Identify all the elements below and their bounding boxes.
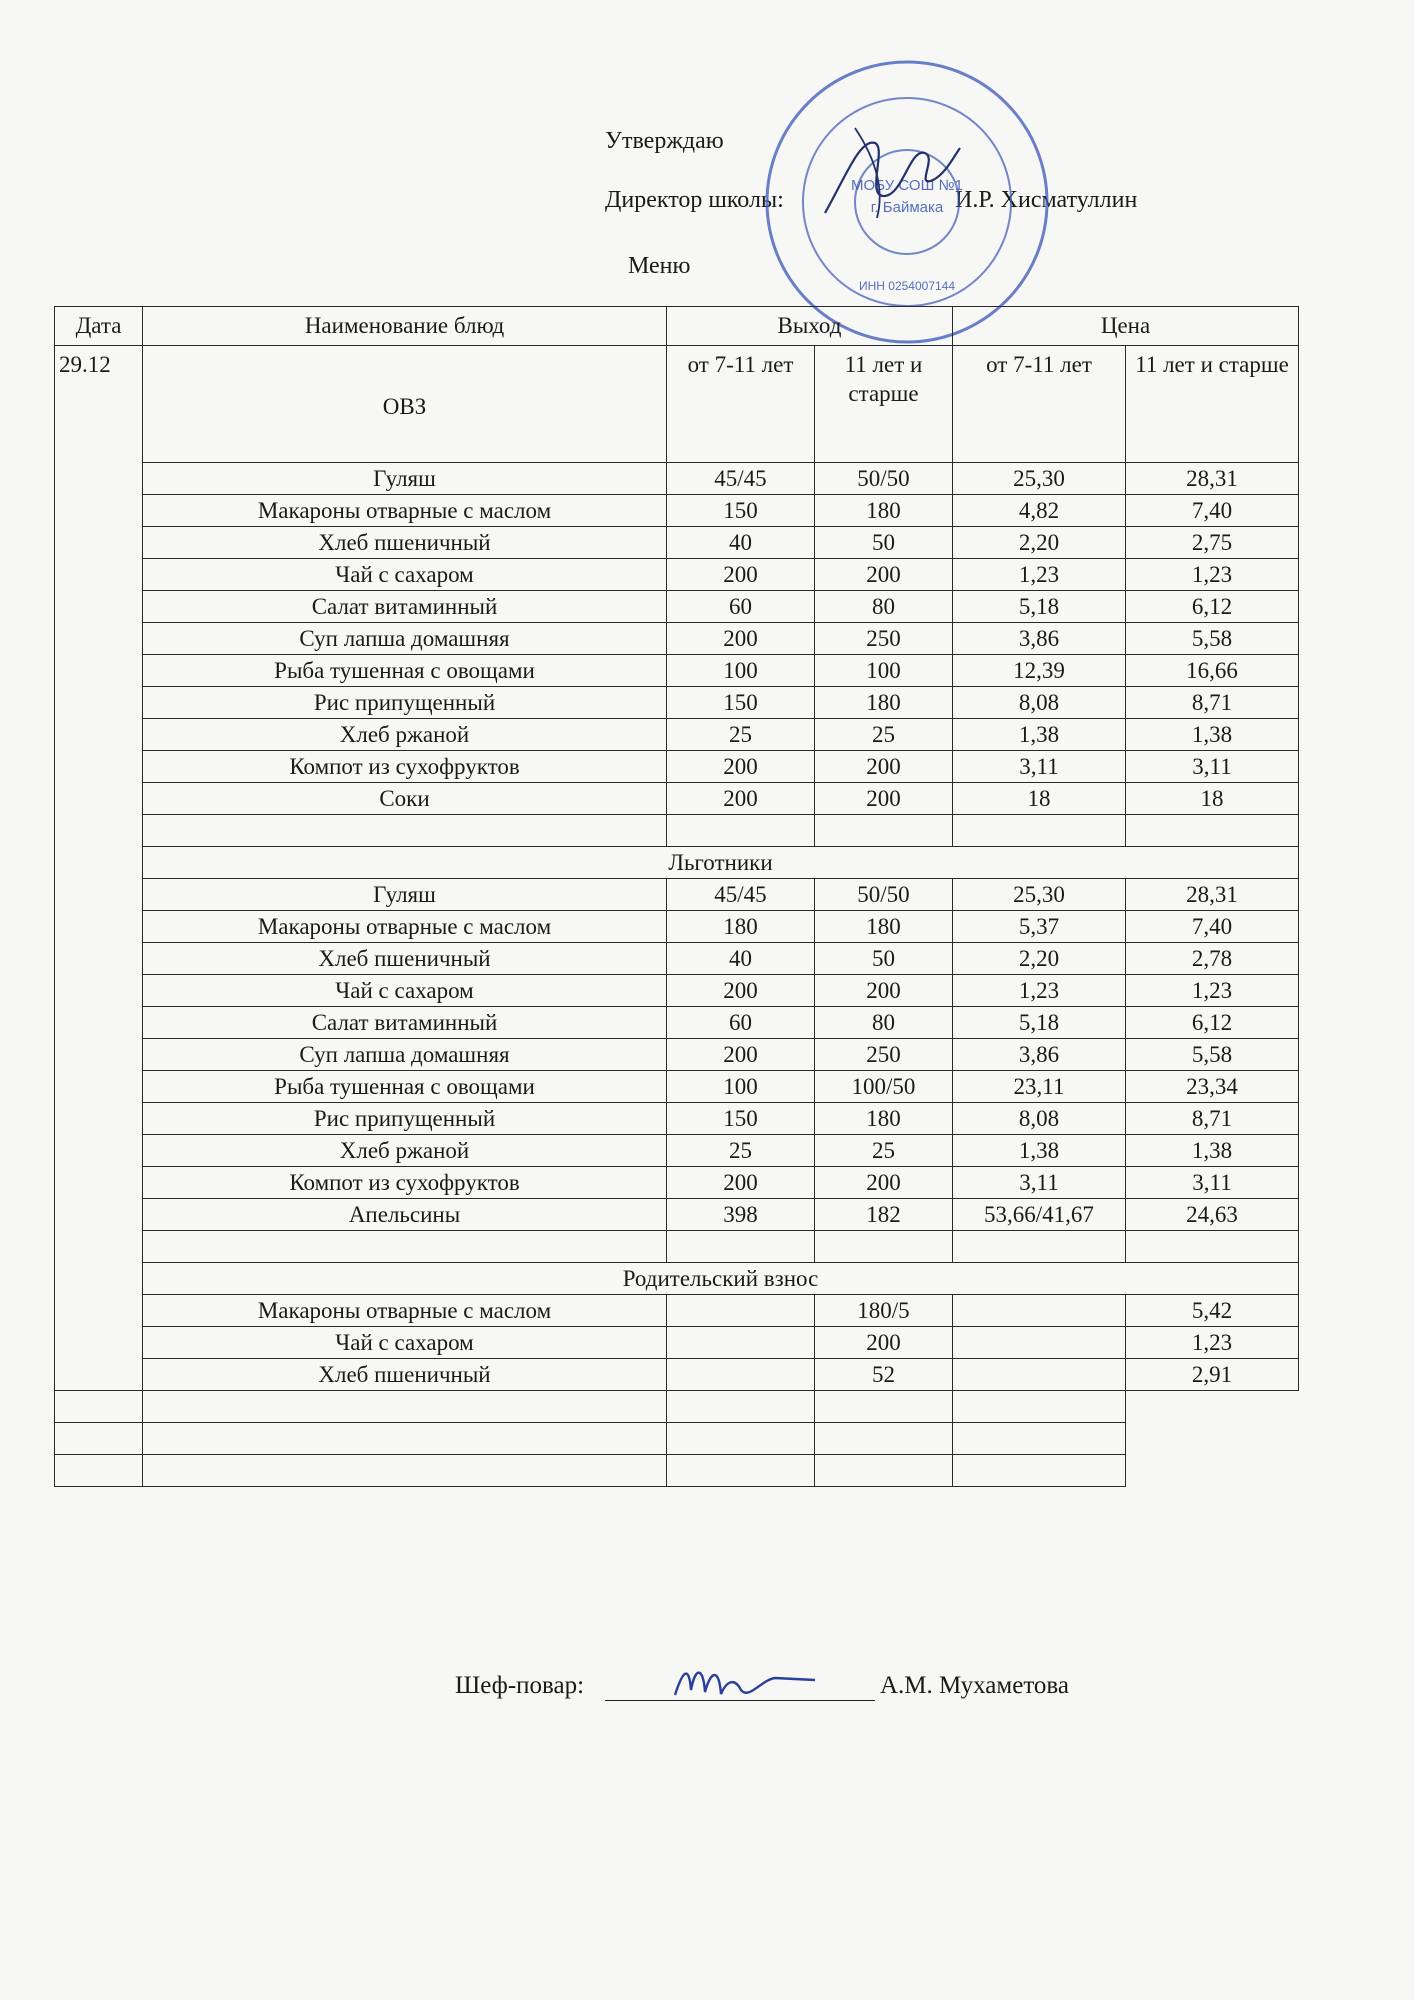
price-old: 28,31 [1126, 879, 1299, 911]
output-old: 200 [815, 975, 953, 1007]
section-parent-fee: Родительский взнос [143, 1263, 1299, 1295]
price-old: 7,40 [1126, 495, 1299, 527]
price-young: 23,11 [953, 1071, 1126, 1103]
output-young [667, 1327, 815, 1359]
empty-cell [55, 1391, 143, 1423]
price-young: 25,30 [953, 463, 1126, 495]
table-subheader-row [55, 346, 1299, 463]
price-young: 2,20 [953, 527, 1126, 559]
price-young: 18 [953, 783, 1126, 815]
dish-name: Компот из сухофруктов [143, 1167, 667, 1199]
table-row [55, 1039, 1299, 1071]
dish-name: Рис припущенный [143, 687, 667, 719]
menu-table [54, 306, 1299, 1487]
empty-cell [815, 1231, 953, 1263]
output-young: 60 [667, 1007, 815, 1039]
table-row [55, 719, 1299, 751]
dish-name: Макароны отварные с маслом [143, 911, 667, 943]
section-row [55, 1263, 1299, 1295]
output-young: 200 [667, 1167, 815, 1199]
table-row [55, 623, 1299, 655]
price-young: 4,82 [953, 495, 1126, 527]
empty-cell [953, 815, 1126, 847]
output-young: 150 [667, 495, 815, 527]
output-old: 200 [815, 1167, 953, 1199]
output-young: 45/45 [667, 463, 815, 495]
stamp-inn: ИНН 0254007144 [858, 279, 956, 293]
table-row [55, 1103, 1299, 1135]
table-row [55, 591, 1299, 623]
director-label: Директор школы: [605, 187, 784, 213]
empty-cell [667, 1231, 815, 1263]
price-young: 1,23 [953, 975, 1126, 1007]
dish-name: Хлеб пшеничный [143, 1359, 667, 1391]
empty-cell [953, 1391, 1126, 1423]
dish-name: Хлеб ржаной [143, 719, 667, 751]
price-young: 3,86 [953, 623, 1126, 655]
dish-name: Чай с сахаром [143, 975, 667, 1007]
output-old: 180/5 [815, 1295, 953, 1327]
output-old: 100 [815, 655, 953, 687]
price-young [953, 1327, 1126, 1359]
table-row [55, 1007, 1299, 1039]
price-old: 8,71 [1126, 687, 1299, 719]
dish-name: Суп лапша домашняя [143, 1039, 667, 1071]
empty-cell [143, 1455, 667, 1487]
table-row [55, 655, 1299, 687]
output-young [667, 1295, 815, 1327]
output-young: 150 [667, 1103, 815, 1135]
price-young [953, 1295, 1126, 1327]
table-row [55, 1295, 1299, 1327]
empty-cell [815, 815, 953, 847]
dish-name: Хлеб пшеничный [143, 943, 667, 975]
table-row [55, 463, 1299, 495]
table-row [55, 559, 1299, 591]
section-lgotniki: Льготники [143, 847, 1299, 879]
empty-cell [55, 1423, 143, 1455]
price-old: 3,11 [1126, 751, 1299, 783]
empty-cell [667, 1423, 815, 1455]
empty-cell [55, 1455, 143, 1487]
empty-cell [667, 1391, 815, 1423]
section-ovz: ОВЗ [143, 346, 667, 463]
empty-cell [953, 1231, 1126, 1263]
output-old: 180 [815, 495, 953, 527]
price-young: 5,18 [953, 1007, 1126, 1039]
output-young: 200 [667, 1039, 815, 1071]
dish-name: Гуляш [143, 463, 667, 495]
price-old: 8,71 [1126, 1103, 1299, 1135]
output-old: 52 [815, 1359, 953, 1391]
table-row [55, 1135, 1299, 1167]
dish-name: Салат витаминный [143, 591, 667, 623]
price-old: 1,23 [1126, 975, 1299, 1007]
director-name: И.Р. Хисматуллин [955, 187, 1138, 213]
subheader-price-young: от 7-11 лет [953, 346, 1126, 463]
dish-name: Чай с сахаром [143, 559, 667, 591]
table-row [55, 879, 1299, 911]
price-old: 6,12 [1126, 1007, 1299, 1039]
output-young: 25 [667, 1135, 815, 1167]
dish-name: Хлеб пшеничный [143, 527, 667, 559]
table-row [55, 975, 1299, 1007]
price-old: 2,75 [1126, 527, 1299, 559]
empty-cell [1126, 1231, 1299, 1263]
price-young: 1,38 [953, 1135, 1126, 1167]
table-row [55, 495, 1299, 527]
output-old: 50 [815, 943, 953, 975]
price-young: 2,20 [953, 943, 1126, 975]
output-young: 100 [667, 1071, 815, 1103]
output-old: 180 [815, 1103, 953, 1135]
price-old: 5,58 [1126, 1039, 1299, 1071]
table-row [55, 943, 1299, 975]
output-old: 25 [815, 1135, 953, 1167]
output-old: 25 [815, 719, 953, 751]
table-row [55, 1359, 1299, 1391]
output-young: 180 [667, 911, 815, 943]
price-young: 3,86 [953, 1039, 1126, 1071]
stamp-line2: г. Баймака [870, 199, 944, 216]
empty-row [55, 1423, 1299, 1455]
price-old: 7,40 [1126, 911, 1299, 943]
chef-signature [665, 1650, 825, 1710]
output-young: 25 [667, 719, 815, 751]
dish-name: Макароны отварные с маслом [143, 495, 667, 527]
director-signature [815, 118, 965, 228]
table-row [55, 751, 1299, 783]
subheader-output-young: от 7-11 лет [667, 346, 815, 463]
dish-name: Рыба тушенная с овощами [143, 1071, 667, 1103]
output-old: 182 [815, 1199, 953, 1231]
price-young: 3,11 [953, 1167, 1126, 1199]
price-young: 25,30 [953, 879, 1126, 911]
output-young: 200 [667, 623, 815, 655]
price-old: 16,66 [1126, 655, 1299, 687]
dish-name: Суп лапша домашняя [143, 623, 667, 655]
price-young: 3,11 [953, 751, 1126, 783]
table-row [55, 1327, 1299, 1359]
empty-cell [815, 1423, 953, 1455]
output-young: 45/45 [667, 879, 815, 911]
price-young: 8,08 [953, 1103, 1126, 1135]
price-old: 28,31 [1126, 463, 1299, 495]
chef-name: А.М. Мухаметова [880, 1672, 1069, 1699]
output-young: 40 [667, 943, 815, 975]
dish-name: Салат витаминный [143, 1007, 667, 1039]
output-young: 100 [667, 655, 815, 687]
output-old: 80 [815, 1007, 953, 1039]
subheader-price-old: 11 лет и старше [1126, 346, 1299, 463]
table-row [55, 527, 1299, 559]
output-old: 80 [815, 591, 953, 623]
output-old: 50/50 [815, 463, 953, 495]
price-old: 5,58 [1126, 623, 1299, 655]
empty-cell [1126, 815, 1299, 847]
price-old: 18 [1126, 783, 1299, 815]
stamp-line1: МОБУ СОШ №1 [851, 177, 963, 194]
header-output: Выход [667, 307, 953, 346]
table-row [55, 783, 1299, 815]
output-young: 398 [667, 1199, 815, 1231]
empty-cell [815, 1391, 953, 1423]
table-row [55, 911, 1299, 943]
table-row [55, 1071, 1299, 1103]
output-old: 200 [815, 559, 953, 591]
dish-name: Чай с сахаром [143, 1327, 667, 1359]
price-young: 1,23 [953, 559, 1126, 591]
empty-cell [953, 1423, 1126, 1455]
output-old: 200 [815, 1327, 953, 1359]
header-price: Цена [953, 307, 1299, 346]
table-row [55, 687, 1299, 719]
dish-name: Гуляш [143, 879, 667, 911]
output-young: 150 [667, 687, 815, 719]
subheader-output-old: 11 лет и старше [815, 346, 953, 463]
price-old: 23,34 [1126, 1071, 1299, 1103]
empty-row [55, 1455, 1299, 1487]
price-young: 8,08 [953, 687, 1126, 719]
empty-cell [815, 1455, 953, 1487]
dish-name: Компот из сухофруктов [143, 751, 667, 783]
table-row [55, 1167, 1299, 1199]
table-header-row [55, 307, 1299, 346]
empty-cell [953, 1455, 1126, 1487]
price-old: 2,78 [1126, 943, 1299, 975]
price-old: 1,38 [1126, 719, 1299, 751]
price-young: 5,18 [953, 591, 1126, 623]
output-old: 50 [815, 527, 953, 559]
empty-cell [143, 1231, 667, 1263]
price-old: 5,42 [1126, 1295, 1299, 1327]
dish-name: Рис припущенный [143, 1103, 667, 1135]
empty-row [55, 1391, 1299, 1423]
price-young [953, 1359, 1126, 1391]
dish-name: Апельсины [143, 1199, 667, 1231]
empty-row [55, 815, 1299, 847]
empty-cell [143, 1423, 667, 1455]
section-row [55, 847, 1299, 879]
menu-title: Меню [628, 253, 691, 279]
output-young: 200 [667, 783, 815, 815]
output-old: 50/50 [815, 879, 953, 911]
output-old: 250 [815, 1039, 953, 1071]
output-old: 250 [815, 623, 953, 655]
chef-label: Шеф-повар: [455, 1672, 585, 1699]
output-old: 180 [815, 911, 953, 943]
dish-name: Рыба тушенная с овощами [143, 655, 667, 687]
output-old: 200 [815, 783, 953, 815]
output-young: 200 [667, 559, 815, 591]
dish-name: Соки [143, 783, 667, 815]
empty-cell [667, 1455, 815, 1487]
price-young: 12,39 [953, 655, 1126, 687]
empty-cell [143, 815, 667, 847]
price-old: 6,12 [1126, 591, 1299, 623]
price-old: 1,23 [1126, 1327, 1299, 1359]
approval-label: Утверждаю [605, 128, 724, 154]
price-old: 1,23 [1126, 559, 1299, 591]
price-young: 1,38 [953, 719, 1126, 751]
output-young [667, 1359, 815, 1391]
price-old: 1,38 [1126, 1135, 1299, 1167]
price-young: 5,37 [953, 911, 1126, 943]
date-cell: 29.12 [55, 346, 143, 1391]
table-row [55, 1199, 1299, 1231]
output-young: 40 [667, 527, 815, 559]
empty-cell [143, 1391, 667, 1423]
empty-cell [667, 815, 815, 847]
price-old: 24,63 [1126, 1199, 1299, 1231]
empty-row [55, 1231, 1299, 1263]
output-old: 200 [815, 751, 953, 783]
price-old: 3,11 [1126, 1167, 1299, 1199]
dish-name: Макароны отварные с маслом [143, 1295, 667, 1327]
output-old: 100/50 [815, 1071, 953, 1103]
output-old: 180 [815, 687, 953, 719]
price-old: 2,91 [1126, 1359, 1299, 1391]
price-young: 53,66/41,67 [953, 1199, 1126, 1231]
header-dish: Наименование блюд [143, 307, 667, 346]
header-date: Дата [55, 307, 143, 346]
output-young: 200 [667, 751, 815, 783]
output-young: 200 [667, 975, 815, 1007]
dish-name: Хлеб ржаной [143, 1135, 667, 1167]
output-young: 60 [667, 591, 815, 623]
